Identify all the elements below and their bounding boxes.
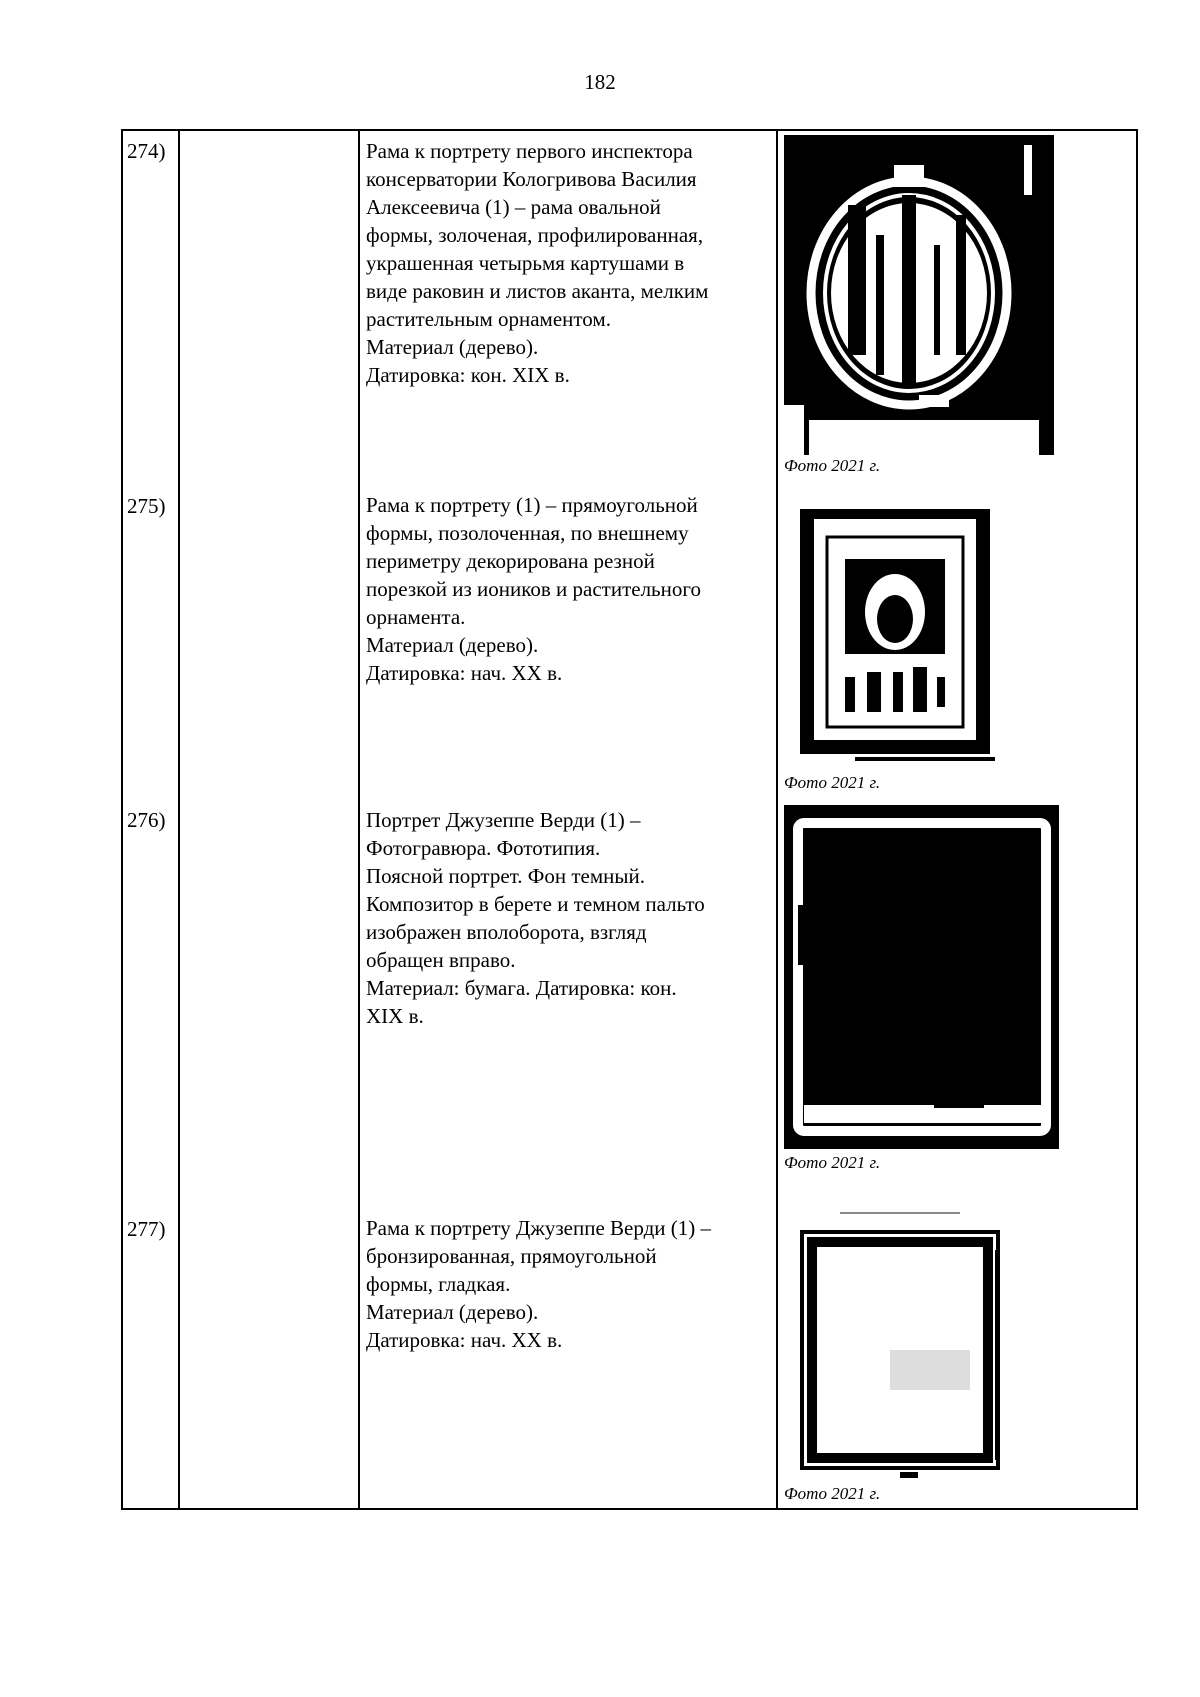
photo-caption: Фото 2021 г. [784,1484,881,1503]
entry-description: Рама к портрету (1) – прямоугольной формы, позолоченная, по внешнему периметру декорирована резной порезкой из иоников и растительного орнамента. Материал (дерево). Датировка: нач. XX в. [366,493,701,685]
table-divider-1 [178,129,180,1510]
photo-caption: Фото 2021 г. [784,1153,881,1172]
table-divider-2 [358,129,360,1510]
entry-number: 275) [127,494,166,518]
entry-description: Портрет Джузеппе Верди (1) – Фотогравюра. Фототипия. Поясной портрет. Фон темный. Композитор в берете и темном пальто изображен вполоборота, взгляд обращен вправо. Материал: бумага. Датировка: кон. XIX в. [366,808,705,1028]
table-border-bottom [121,1508,1138,1510]
plain-frame-photo [790,1210,1010,1488]
rectangular-frame-photo [795,507,995,769]
entry-description: Рама к портрету Джузеппе Верди (1) – бронзированная, прямоугольной формы, гладкая. Материал (дерево). Датировка: нач. XX в. [366,1216,711,1352]
photo-caption: Фото 2021 г. [784,456,881,475]
entry-description: Рама к портрету первого инспектора консерватории Кологривова Василия Алексеевича (1) – рама овальной формы, золоченая, профилированная, украшенная четырьмя картушами в виде раковин и листов аканта, мелким растительным орнаментом. Материал (дерево). Датировка: кон. XIX в. [366,139,709,387]
entry-number: 277) [127,1217,166,1241]
photo-caption: Фото 2021 г. [784,773,881,792]
table-border-left [121,129,123,1510]
entry-number: 276) [127,808,166,832]
table-border-top [121,129,1138,131]
dark-portrait-photo [784,805,1059,1149]
table-border-right [1136,129,1138,1510]
page-number: 182 [584,70,616,94]
table-divider-3 [776,129,778,1510]
entry-number: 274) [127,139,166,163]
oval-frame-photo [784,135,1054,455]
